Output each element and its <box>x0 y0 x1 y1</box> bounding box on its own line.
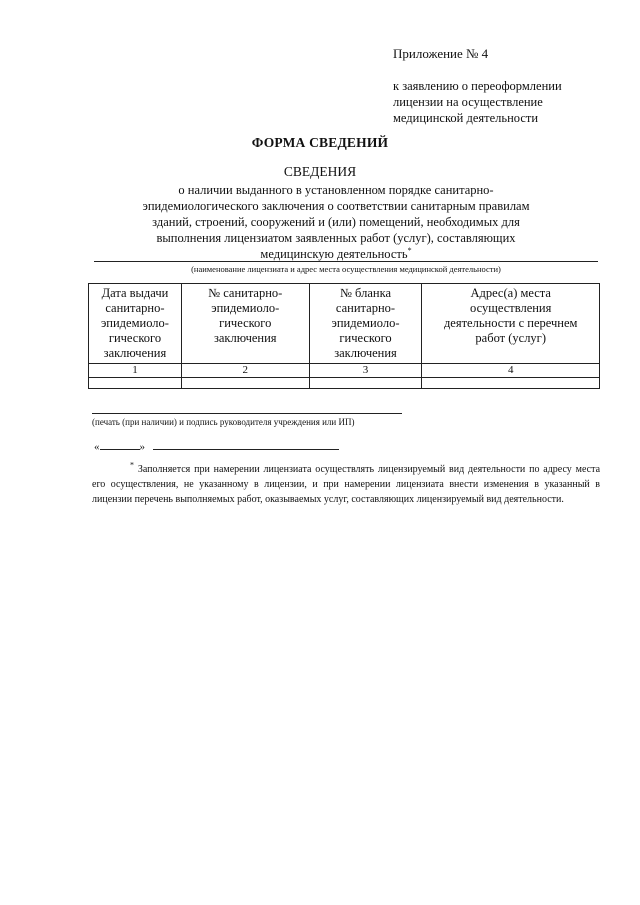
appendix-subtitle-line: к заявлению о переоформлении <box>393 79 562 93</box>
licensee-caption: (наименование лицензиата и адрес места осуществления медицинской деятельности) <box>191 264 501 274</box>
licensee-name-line[interactable] <box>94 261 598 262</box>
table-header-row <box>89 284 600 364</box>
appendix-subtitle <box>393 78 562 126</box>
appendix-subtitle-line: медицинской деятельности <box>393 111 539 125</box>
column-number: 3 <box>309 364 422 378</box>
intro-text <box>96 182 576 262</box>
footnote <box>92 462 600 507</box>
header-form-number: № бланка санитарно- эпидемиоло- гического заключения <box>309 284 422 364</box>
table-cell[interactable] <box>309 378 422 389</box>
date-field <box>94 440 339 453</box>
footnote-marker: * <box>407 245 412 255</box>
intro-line: медицинскую деятельность <box>260 247 408 261</box>
appendix-title: Приложение № 4 <box>393 46 489 61</box>
intro-line: выполнения лицензиатом заявленных работ (услуг), составляющих <box>156 231 516 245</box>
date-open-quote: « <box>94 441 100 453</box>
section-title: СВЕДЕНИЯ <box>283 164 357 179</box>
date-close-quote: » <box>139 441 145 453</box>
table-row <box>89 378 600 389</box>
intro-line: эпидемиологического заключения о соответствии санитарным правилам <box>142 199 530 213</box>
header-conclusion-number: № санитарно- эпидемиоло- гического заключения <box>181 284 309 364</box>
date-day-blank[interactable] <box>100 440 140 450</box>
table-cell[interactable] <box>422 378 600 389</box>
signature-line[interactable] <box>92 413 402 414</box>
table-cell[interactable] <box>181 378 309 389</box>
appendix-subtitle-line: лицензии на осуществление <box>393 95 543 109</box>
footnote-marker: * <box>130 460 134 470</box>
header-address: Адрес(а) места осуществления деятельности с перечнем работ (услуг) <box>422 284 600 364</box>
column-number: 4 <box>422 364 600 378</box>
footnote-text: Заполняется при намерении лицензиата осуществлять лицензируемый вид деятельности по адресу места его осуществления, не указанному в лицензии, и при намерении лицензиата внести изменения в указанный в лицензии перечень выполняемых работ, оказываемых услуг, составляющих лицензируемый вид деятельности. <box>92 464 601 505</box>
intro-line: о наличии выданного в установленном порядке санитарно- <box>178 183 494 197</box>
table-number-row <box>89 364 600 378</box>
column-number: 2 <box>181 364 309 378</box>
header-issue-date: Дата выдачи санитарно- эпидемиоло- гического заключения <box>89 284 182 364</box>
signature-caption: (печать (при наличии) и подпись руководителя учреждения или ИП) <box>92 417 355 427</box>
date-month-year-blank[interactable] <box>153 440 339 450</box>
sanitary-conclusions-table <box>88 283 600 389</box>
table-cell[interactable] <box>89 378 182 389</box>
column-number: 1 <box>89 364 182 378</box>
intro-line-last <box>96 246 576 262</box>
form-title: ФОРМА СВЕДЕНИЙ <box>251 135 389 150</box>
intro-line: зданий, строений, сооружений и (или) помещений, необходимых для <box>152 215 520 229</box>
